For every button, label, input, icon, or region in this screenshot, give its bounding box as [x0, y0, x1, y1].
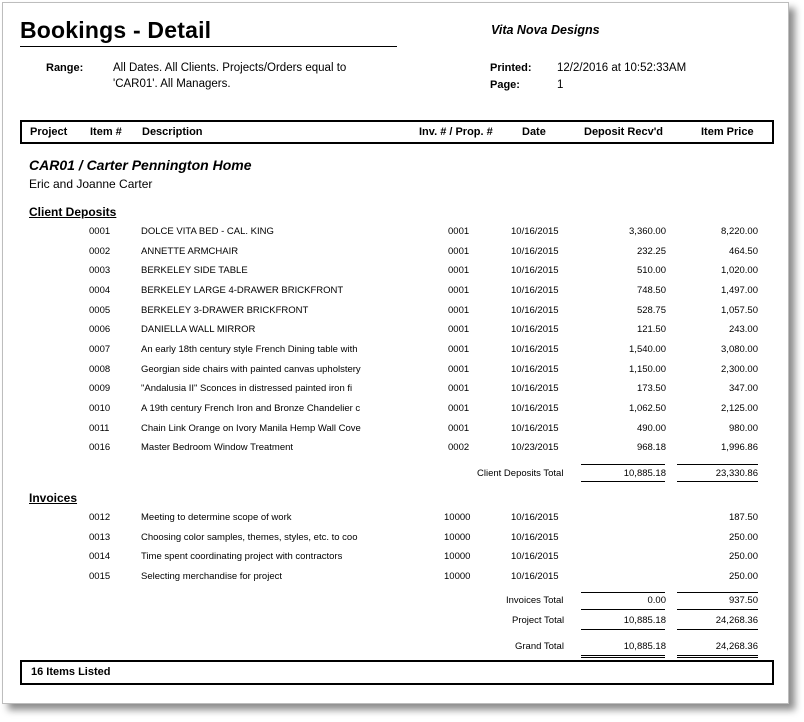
column-header-bar: [20, 120, 774, 144]
table-row: [3, 383, 788, 397]
item-price: 250.00: [728, 571, 758, 582]
inv-prop-number: 0001: [448, 364, 470, 375]
item-description: Georgian side chairs with painted canvas upholstery: [141, 364, 361, 375]
table-row: [3, 285, 788, 299]
project-total-price: 24,268.36: [715, 615, 758, 626]
inv-prop-number: 0001: [448, 383, 470, 394]
project-total-deposit: 10,885.18: [623, 615, 666, 626]
items-listed-count: 16 Items Listed: [31, 666, 111, 678]
inv-prop-number: 0001: [448, 265, 470, 276]
inv-prop-number: 10000: [444, 512, 471, 523]
col-inv-prop: Inv. # / Prop. #: [419, 126, 493, 138]
item-number: 0013: [89, 532, 111, 543]
item-date: 10/16/2015: [511, 403, 559, 414]
printed-value: 12/2/2016 at 10:52:33AM: [557, 62, 687, 74]
item-description: BERKELEY SIDE TABLE: [141, 265, 248, 276]
invoices-total-label: Invoices Total: [506, 595, 564, 606]
deposit-amount: 232.25: [636, 246, 666, 257]
inv-prop-number: 0001: [448, 226, 470, 237]
inv-prop-number: 0001: [448, 246, 470, 257]
item-number: 0006: [89, 324, 111, 335]
deposit-amount: 173.50: [636, 383, 666, 394]
inv-prop-number: 0001: [448, 344, 470, 355]
col-project: Project: [30, 126, 68, 138]
item-number: 0005: [89, 305, 111, 316]
item-number: 0008: [89, 364, 111, 375]
item-description: BERKELEY LARGE 4-DRAWER BRICKFRONT: [141, 285, 344, 296]
invoices-heading: Invoices: [29, 491, 78, 505]
item-date: 10/16/2015: [511, 383, 559, 394]
deposit-amount: 1,540.00: [629, 344, 666, 355]
client-name: Eric and Joanne Carter: [29, 177, 153, 191]
table-row: [3, 305, 788, 319]
inv-prop-number: 0001: [448, 403, 470, 414]
range-label: Range:: [46, 62, 84, 74]
subtotal-underline-deposit: [581, 481, 665, 482]
invoices-rule-price: [677, 592, 758, 593]
inv-prop-number: 0001: [448, 305, 470, 316]
table-row: [3, 442, 788, 456]
report-title: Bookings - Detail: [20, 17, 212, 43]
page-label: Page:: [490, 79, 520, 91]
table-row: [3, 364, 788, 378]
table-row: [3, 226, 788, 240]
project-total-label: Project Total: [512, 615, 565, 626]
grand-total-label: Grand Total: [515, 641, 564, 652]
report-page: [2, 2, 789, 704]
item-date: 10/16/2015: [511, 246, 559, 257]
item-number: 0016: [89, 442, 111, 453]
item-description: BERKELEY 3-DRAWER BRICKFRONT: [141, 305, 309, 316]
item-price: 187.50: [728, 512, 758, 523]
item-date: 10/16/2015: [511, 512, 559, 523]
item-price: 347.00: [728, 383, 758, 394]
table-row: [3, 403, 788, 417]
grand-total-price-double-rule-1: [677, 655, 758, 656]
grand-total-double-rule-1: [581, 655, 665, 656]
client-deposits-heading: Client Deposits: [29, 205, 117, 219]
page-number: 1: [557, 79, 564, 91]
deposit-amount: 3,360.00: [629, 226, 666, 237]
item-date: 10/16/2015: [511, 571, 559, 582]
footer-bar: [20, 660, 774, 685]
deposit-amount: 968.18: [636, 442, 666, 453]
inv-prop-number: 0001: [448, 423, 470, 434]
item-description: Chain Link Orange on Ivory Manila Hemp Wall Cove: [141, 423, 361, 434]
printed-label: Printed:: [490, 62, 532, 74]
item-price: 1,020.00: [721, 265, 758, 276]
item-date: 10/23/2015: [511, 442, 559, 453]
table-row: [3, 532, 788, 546]
table-row: [3, 512, 788, 526]
client-deposits-total-price: 23,330.86: [715, 468, 758, 479]
item-description: "Andalusia II" Sconces in distressed painted iron fi: [141, 383, 353, 394]
invoices-total-deposit: 0.00: [647, 595, 666, 606]
item-description: Choosing color samples, themes, styles, etc. to coo: [141, 532, 358, 543]
item-description: ANNETTE ARMCHAIR: [141, 246, 239, 257]
title-underline: [20, 46, 397, 47]
inv-prop-number: 0001: [448, 324, 470, 335]
item-price: 243.00: [728, 324, 758, 335]
item-number: 0001: [89, 226, 111, 237]
item-price: 3,080.00: [721, 344, 758, 355]
table-row: [3, 423, 788, 437]
item-number: 0015: [89, 571, 111, 582]
table-row: [3, 344, 788, 358]
inv-prop-number: 0002: [448, 442, 470, 453]
item-price: 980.00: [728, 423, 758, 434]
grand-total-price: 24,268.36: [715, 641, 758, 652]
item-date: 10/16/2015: [511, 324, 559, 335]
inv-prop-number: 10000: [444, 532, 471, 543]
inv-prop-number: 0001: [448, 285, 470, 296]
item-number: 0011: [89, 423, 110, 434]
range-text: All Dates. All Clients. Projects/Orders equal to 'CAR01'. All Managers.: [113, 62, 347, 90]
table-row: [3, 246, 788, 260]
item-description: Meeting to determine scope of work: [141, 512, 292, 523]
project-total-underline-deposit: [581, 629, 665, 630]
item-number: 0012: [89, 512, 111, 523]
inv-prop-number: 10000: [444, 571, 471, 582]
col-item-price: Item Price: [701, 126, 754, 138]
invoices-underline-deposit: [581, 609, 665, 610]
item-description: Time spent coordinating project with contractors: [141, 551, 343, 562]
item-number: 0002: [89, 246, 111, 257]
grand-total-price-double-rule-2: [677, 657, 758, 658]
deposit-amount: 490.00: [636, 423, 666, 434]
col-deposit: Deposit Recv'd: [584, 126, 664, 138]
item-number: 0009: [89, 383, 111, 394]
item-price: 1,996.86: [721, 442, 758, 453]
deposit-amount: 748.50: [636, 285, 666, 296]
invoices-total-price: 937.50: [728, 595, 758, 606]
item-description: An early 18th century style French Dining table with: [141, 344, 358, 355]
item-number: 0007: [89, 344, 111, 355]
item-date: 10/16/2015: [511, 265, 559, 276]
item-number: 0004: [89, 285, 111, 296]
item-date: 10/16/2015: [511, 344, 559, 355]
invoices-rule-deposit: [581, 592, 665, 593]
project-total-underline-price: [677, 629, 758, 630]
item-price: 1,497.00: [721, 285, 758, 296]
deposit-amount: 528.75: [636, 305, 666, 316]
item-date: 10/16/2015: [511, 532, 559, 543]
item-date: 10/16/2015: [511, 364, 559, 375]
deposit-amount: 121.50: [636, 324, 666, 335]
table-row: [3, 571, 788, 585]
grand-total-double-rule-2: [581, 657, 665, 658]
item-price: 2,125.00: [721, 403, 758, 414]
client-deposits-total-label: Client Deposits Total: [477, 468, 564, 479]
subtotal-rule-price: [677, 464, 758, 465]
item-description: A 19th century French Iron and Bronze Chandelier c: [141, 403, 361, 414]
col-description: Description: [142, 126, 203, 138]
item-price: 8,220.00: [721, 226, 758, 237]
item-date: 10/16/2015: [511, 285, 559, 296]
company-name: Vita Nova Designs: [491, 23, 600, 37]
col-date: Date: [522, 126, 546, 138]
item-date: 10/16/2015: [511, 226, 559, 237]
item-description: Master Bedroom Window Treatment: [141, 442, 294, 453]
deposit-amount: 510.00: [636, 265, 666, 276]
client-deposits-total-deposit: 10,885.18: [623, 468, 666, 479]
item-price: 250.00: [728, 532, 758, 543]
deposit-amount: 1,062.50: [629, 403, 666, 414]
item-description: DANIELLA WALL MIRROR: [141, 324, 256, 335]
table-row: [3, 324, 788, 338]
item-price: 464.50: [728, 246, 758, 257]
item-description: Selecting merchandise for project: [141, 571, 282, 582]
table-row: [3, 551, 788, 565]
item-price: 2,300.00: [721, 364, 758, 375]
subtotal-rule-deposit: [581, 464, 665, 465]
item-price: 1,057.50: [721, 305, 758, 316]
deposit-amount: 1,150.00: [629, 364, 666, 375]
item-number: 0010: [89, 403, 111, 414]
item-description: DOLCE VITA BED - CAL. KING: [141, 226, 274, 237]
col-item: Item #: [90, 126, 122, 138]
subtotal-underline-price: [677, 481, 758, 482]
item-date: 10/16/2015: [511, 305, 559, 316]
grand-total-deposit: 10,885.18: [623, 641, 666, 652]
item-number: 0014: [89, 551, 111, 562]
item-date: 10/16/2015: [511, 551, 559, 562]
inv-prop-number: 10000: [444, 551, 471, 562]
table-row: [3, 265, 788, 279]
item-date: 10/16/2015: [511, 423, 559, 434]
project-title: CAR01 / Carter Pennington Home: [29, 157, 252, 173]
item-price: 250.00: [728, 551, 758, 562]
item-number: 0003: [89, 265, 111, 276]
invoices-underline-price: [677, 609, 758, 610]
